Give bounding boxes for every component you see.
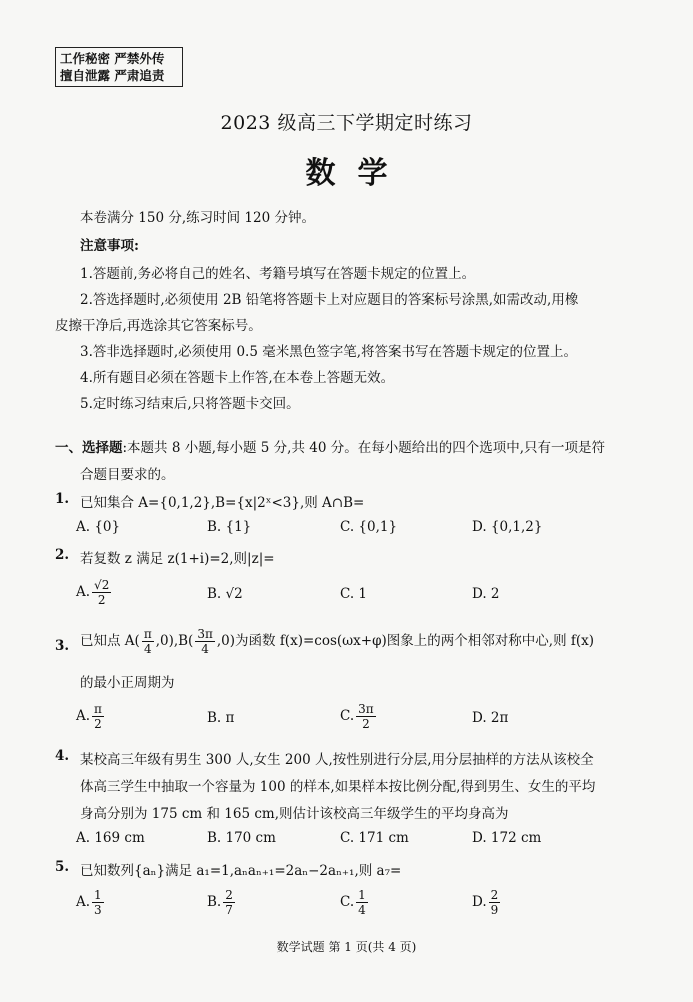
q3-a-fraction [92,702,104,731]
q5-stem: 已知数列{aₙ}满足 a₁=1,aₙaₙ₊₁=2aₙ−2aₙ₊₁,则 a₇= [80,863,402,879]
q3-option-c [340,702,378,731]
q3-f2-den: 4 [201,642,209,656]
q5-a-fraction [92,888,104,917]
q2-option-b: B. √2 [207,586,243,602]
q5-b-den: 7 [225,903,233,917]
page-footer: 数学试题 第 1 页(共 4 页) [276,940,417,954]
q3-option-d: D. 2π [472,710,509,726]
q4-option-c: C. 171 cm [340,830,409,846]
q3-c-num: 3π [358,702,374,716]
q4-option-d: D. 172 cm [472,830,542,846]
section-desc-b: 合题目要求的。 [80,467,175,483]
q5-a-num: 1 [94,888,102,902]
notice-item-2b: 皮擦干净后,再选涂其它答案标号。 [55,318,262,334]
q5-c-fraction [356,888,368,917]
q5-b-fraction [223,888,235,917]
notice-item-2a: 2.答选择题时,必须使用 2B 铅笔将答题卡上对应题目的答案标号涂黑,如需改动,用橡 [80,292,579,308]
subject-title: 数学 [305,156,410,191]
confidential-stamp [55,47,183,87]
q5-c-label: C. [340,894,355,910]
exam-title: 2023 级高三下学期定时练习 [220,112,473,134]
notice-item-5: 5.定时练习结束后,只将答题卡交回。 [80,396,300,412]
q3-f1-num: π [143,627,152,641]
section-heading [55,436,605,456]
section-desc-a: :本题共 8 小题,每小题 5 分,共 40 分。在每小题给出的四个选项中,只有一项是符 [122,440,606,456]
q2-option-d: D. 2 [472,586,500,602]
q2-option-a [76,578,113,607]
q3-f1-den: 4 [143,642,152,656]
q5-d-label: D. [472,894,487,910]
q3-fraction-1 [142,627,154,656]
notice-heading: 注意事项: [80,238,139,254]
q5-b-label: B. [207,894,222,910]
q3-stem-line-2: 的最小正周期为 [80,675,175,691]
q5-option-a [76,888,106,917]
section-title: 一、选择题 [55,440,123,456]
q4-number: 4. [55,748,70,764]
q3-number: 3. [55,638,70,654]
q4-stem-c: 身高分别为 175 cm 和 165 cm,则估计该校高三年级学生的平均身高为 [80,806,509,822]
q3-stem-p3: ,0)为函数 f(x)=cos(ωx+φ)图象上的两个相邻对称中心,则 f(x) [216,633,595,649]
q3-option-b: B. π [207,710,235,726]
q3-fraction-2 [195,627,215,656]
q2-option-c: C. 1 [340,586,368,602]
q2-a-fraction [92,578,111,607]
q1-number: 1. [55,491,70,507]
q3-stem-p2: ,0),B( [155,633,194,649]
q5-c-num: 1 [358,888,366,902]
q5-c-den: 4 [358,903,366,917]
q3-c-fraction [356,702,376,731]
q4-stem-a: 某校高三年级有男生 300 人,女生 200 人,按性别进行分层,用分层抽样的方法从该校全 [80,752,594,768]
q5-a-label: A. [76,894,91,910]
notice-item-3: 3.答非选择题时,必须使用 0.5 毫米黑色签字笔,将答案书写在答题卡规定的位置上。 [80,344,578,360]
q3-a-num: π [94,702,102,716]
q5-number: 5. [55,859,70,875]
q3-c-den: 2 [362,717,370,731]
q3-stem [80,627,594,656]
q3-c-label: C. [340,708,355,724]
notice-item-1: 1.答题前,务必将自己的姓名、考籍号填写在答题卡规定的位置上。 [80,266,476,282]
q4-option-a: A. 169 cm [76,830,145,846]
q2-number: 2. [55,547,70,563]
q2-a-den: 2 [97,593,106,607]
q5-d-num: 2 [490,888,499,902]
q3-f2-num: 3π [197,627,213,641]
stamp-line-2: 擅自泄露 严肃追责 [60,68,165,83]
intro-text: 本卷满分 150 分,练习时间 120 分钟。 [80,210,315,226]
notice-item-4: 4.所有题目必须在答题卡上作答,在本卷上答题无效。 [80,370,395,386]
q5-option-b [207,888,237,917]
q2-a-label: A. [76,584,91,600]
q1-stem: 已知集合 A={0,1,2},B={x|2ˣ<3},则 A∩B= [80,495,365,511]
q5-a-den: 3 [94,903,102,917]
q3-a-den: 2 [94,717,102,731]
q1-option-d: D. {0,1,2} [472,519,543,535]
stamp-line-1: 工作秘密 严禁外传 [60,51,165,66]
q3-a-label: A. [76,708,91,724]
q1-option-b: B. {1} [207,519,252,535]
q2-stem: 若复数 z 满足 z(1+i)=2,则|z|= [80,551,275,567]
q3-stem-p1: 已知点 A( [80,633,140,649]
q2-a-num: √2 [94,578,110,592]
q5-d-den: 9 [490,903,499,917]
q5-b-num: 2 [225,888,233,902]
q4-stem-b: 体高三学生中抽取一个容量为 100 的样本,如果样本按比例分配,得到男生、女生的平均 [80,779,596,795]
q5-option-d [472,888,502,917]
q1-option-a: A. {0} [76,519,121,535]
q5-d-fraction [489,888,501,917]
q5-option-c [340,888,370,917]
q4-option-b: B. 170 cm [207,830,276,846]
q1-option-c: C. {0,1} [340,519,398,535]
q3-option-a [76,702,106,731]
